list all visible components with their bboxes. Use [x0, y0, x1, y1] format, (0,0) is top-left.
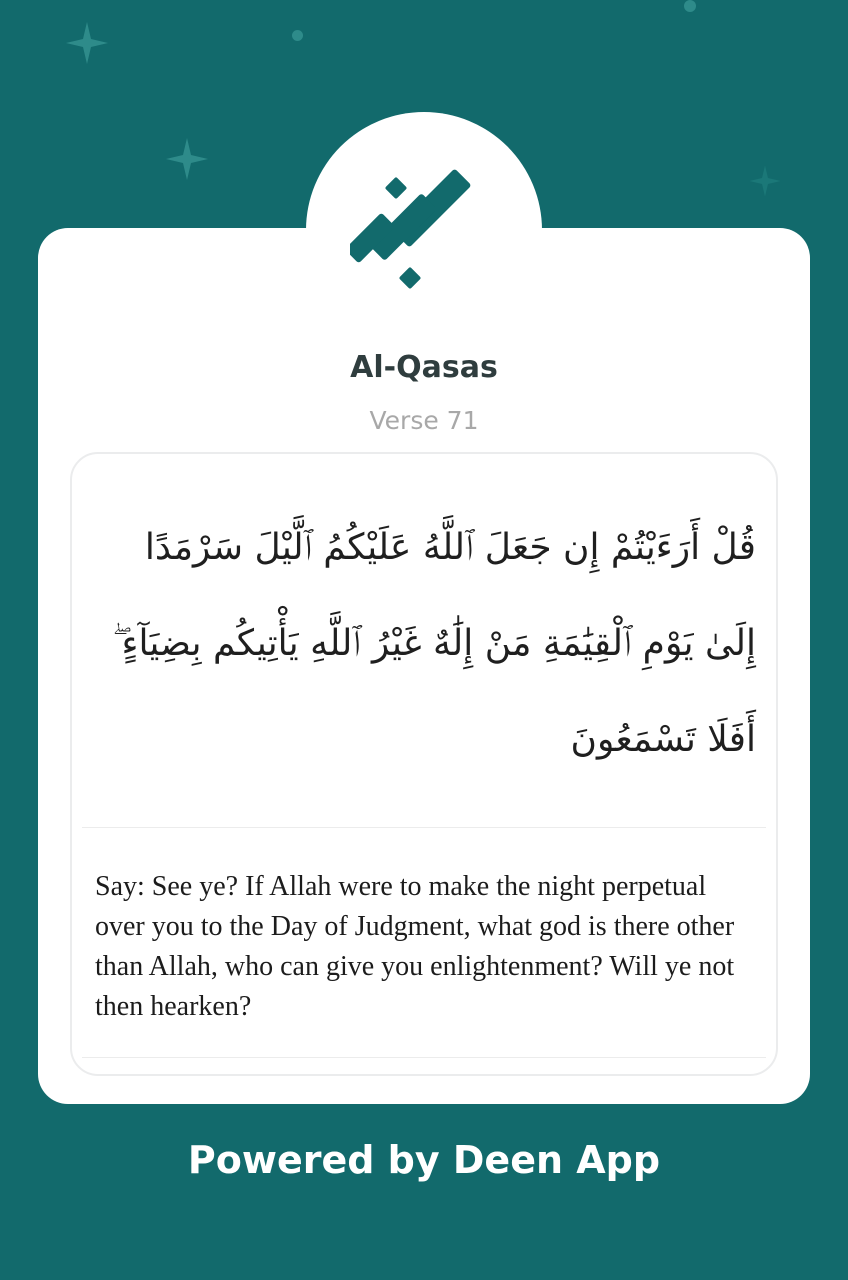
divider [82, 827, 766, 828]
arabic-verse-text: قُلْ أَرَءَيْتُمْ إِن جَعَلَ ٱللَّهُ عَلَيْكُمُ ٱلَّيْلَ سَرْمَدًا إِلَىٰ يَوْمِ ٱلْقِيَٰمَةِ مَنْ إِلَٰهٌ غَيْرُ ٱللَّهِ يَأْتِيكُم بِضِيَآءٍ ۖ أَفَلَا تَسْمَعُونَ [112, 527, 756, 760]
translation-text: Say: See ye? If Allah were to make the night perpetual over you to the Day of Judgment, what god is there other than Allah, who can give you enlightenment? Will ye not then hearken? [95, 871, 735, 1022]
sparkle-icon [748, 164, 782, 198]
sparkle-dot [684, 0, 696, 12]
verse-number: Verse 71 [369, 406, 479, 435]
deen-app-logo-icon [350, 168, 490, 294]
sparkle-icon [64, 20, 110, 66]
surah-name: Al-Qasas [350, 350, 498, 385]
sparkle-icon [164, 136, 210, 182]
sparkle-dot [292, 30, 303, 41]
divider [82, 1057, 766, 1058]
powered-by-footer: Powered by Deen App [187, 1138, 661, 1182]
